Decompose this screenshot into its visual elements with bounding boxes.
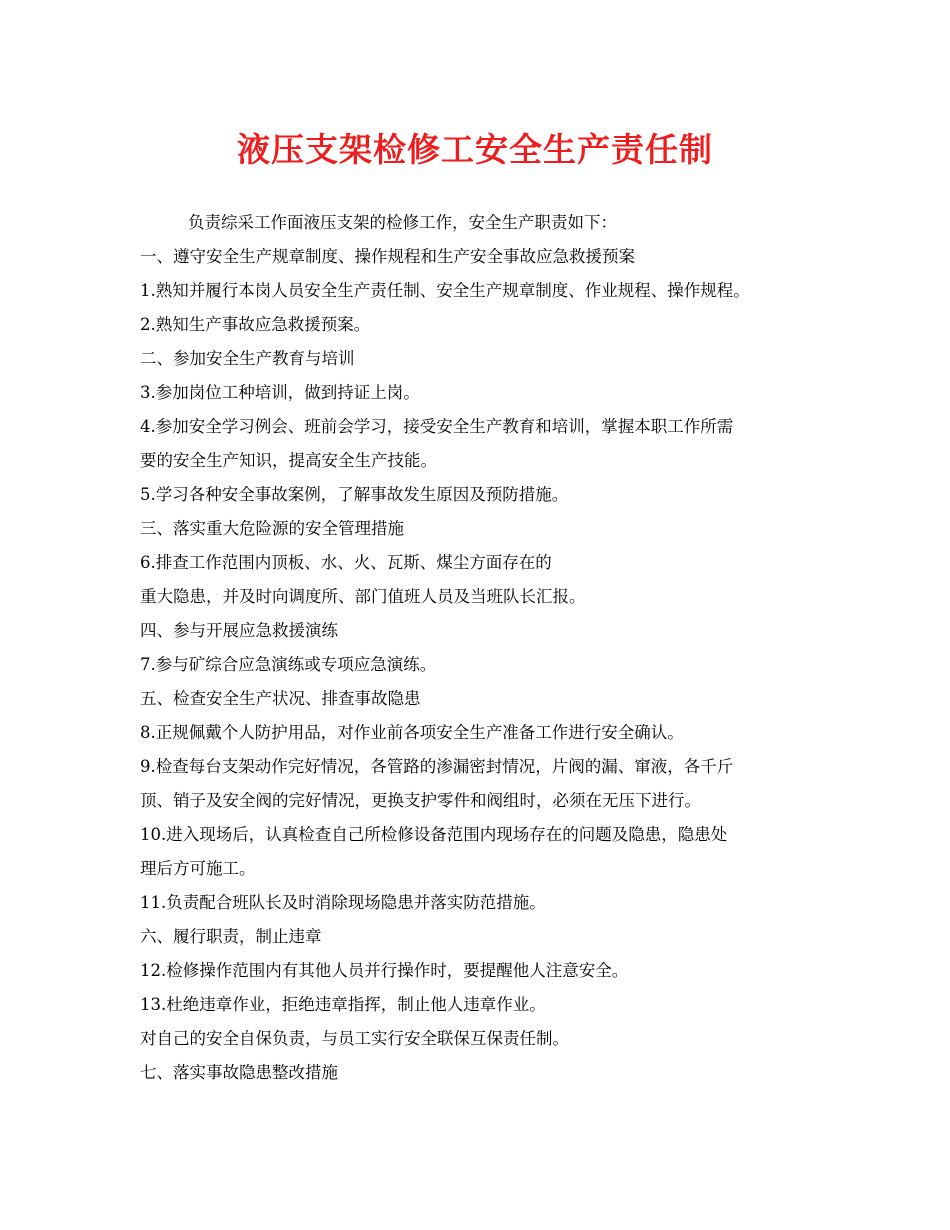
- section-heading-7: 七、落实事故隐患整改措施: [140, 1063, 338, 1082]
- item-2: 2.熟知生产事故应急救援预案。: [140, 315, 371, 334]
- item-5: 5.学习各种安全事故案例，了解事故发生原因及预防措施。: [140, 485, 569, 504]
- section-heading-3: 三、落实重大危险源的安全管理措施: [140, 519, 404, 538]
- document-body: [140, 206, 840, 1090]
- item-4-continued: 要的安全生产知识，提高安全生产技能。: [140, 451, 437, 470]
- intro-paragraph: 负责综采工作面液压支架的检修工作，安全生产职责如下：: [188, 213, 617, 232]
- item-12: 12.检修操作范围内有其他人员并行操作时，要提醒他人注意安全。: [140, 961, 629, 980]
- item-10-continued: 理后方可施工。: [140, 859, 256, 878]
- item-9-continued: 顶、销子及安全阀的完好情况，更换支护零件和阀组时，必须在无压下进行。: [140, 791, 701, 810]
- safety-responsibility-note: 对自己的安全自保负责，与员工实行安全联保互保责任制。: [140, 1029, 569, 1048]
- item-4: 4.参加安全学习例会、班前会学习，接受安全生产教育和培训，掌握本职工作所需: [140, 417, 734, 436]
- item-6: 6.排查工作范围内顶板、水、火、瓦斯、煤尘方面存在的: [140, 553, 552, 572]
- item-10: 10.进入现场后，认真检查自己所检修设备范围内现场存在的问题及隐患，隐患处: [140, 825, 728, 844]
- item-9: 9.检查每台支架动作完好情况，各管路的渗漏密封情况，片阀的漏、窜液，各千斤: [140, 757, 734, 776]
- section-heading-2: 二、参加安全生产教育与培训: [140, 349, 355, 368]
- item-1: 1.熟知并履行本岗人员安全生产责任制、安全生产规章制度、作业规程、操作规程。: [140, 281, 750, 300]
- item-11: 11.负责配合班队长及时消除现场隐患并落实防范措施。: [140, 893, 546, 912]
- document-title: 液压支架检修工安全生产责任制: [237, 130, 713, 169]
- section-heading-6: 六、履行职责，制止违章: [140, 927, 322, 946]
- item-7: 7.参与矿综合应急演练或专项应急演练。: [140, 655, 437, 674]
- section-heading-4: 四、参与开展应急救援演练: [140, 621, 338, 640]
- item-6-continued: 重大隐患，并及时向调度所、部门值班人员及当班队长汇报。: [140, 587, 586, 606]
- item-3: 3.参加岗位工种培训，做到持证上岗。: [140, 383, 420, 402]
- section-heading-5: 五、检查安全生产状况、排查事故隐患: [140, 689, 421, 708]
- section-heading-1: 一、遵守安全生产规章制度、操作规程和生产安全事故应急救援预案: [140, 247, 635, 266]
- item-8: 8.正规佩戴个人防护用品，对作业前各项安全生产准备工作进行安全确认。: [140, 723, 684, 742]
- item-13: 13.杜绝违章作业，拒绝违章指挥，制止他人违章作业。: [140, 995, 546, 1014]
